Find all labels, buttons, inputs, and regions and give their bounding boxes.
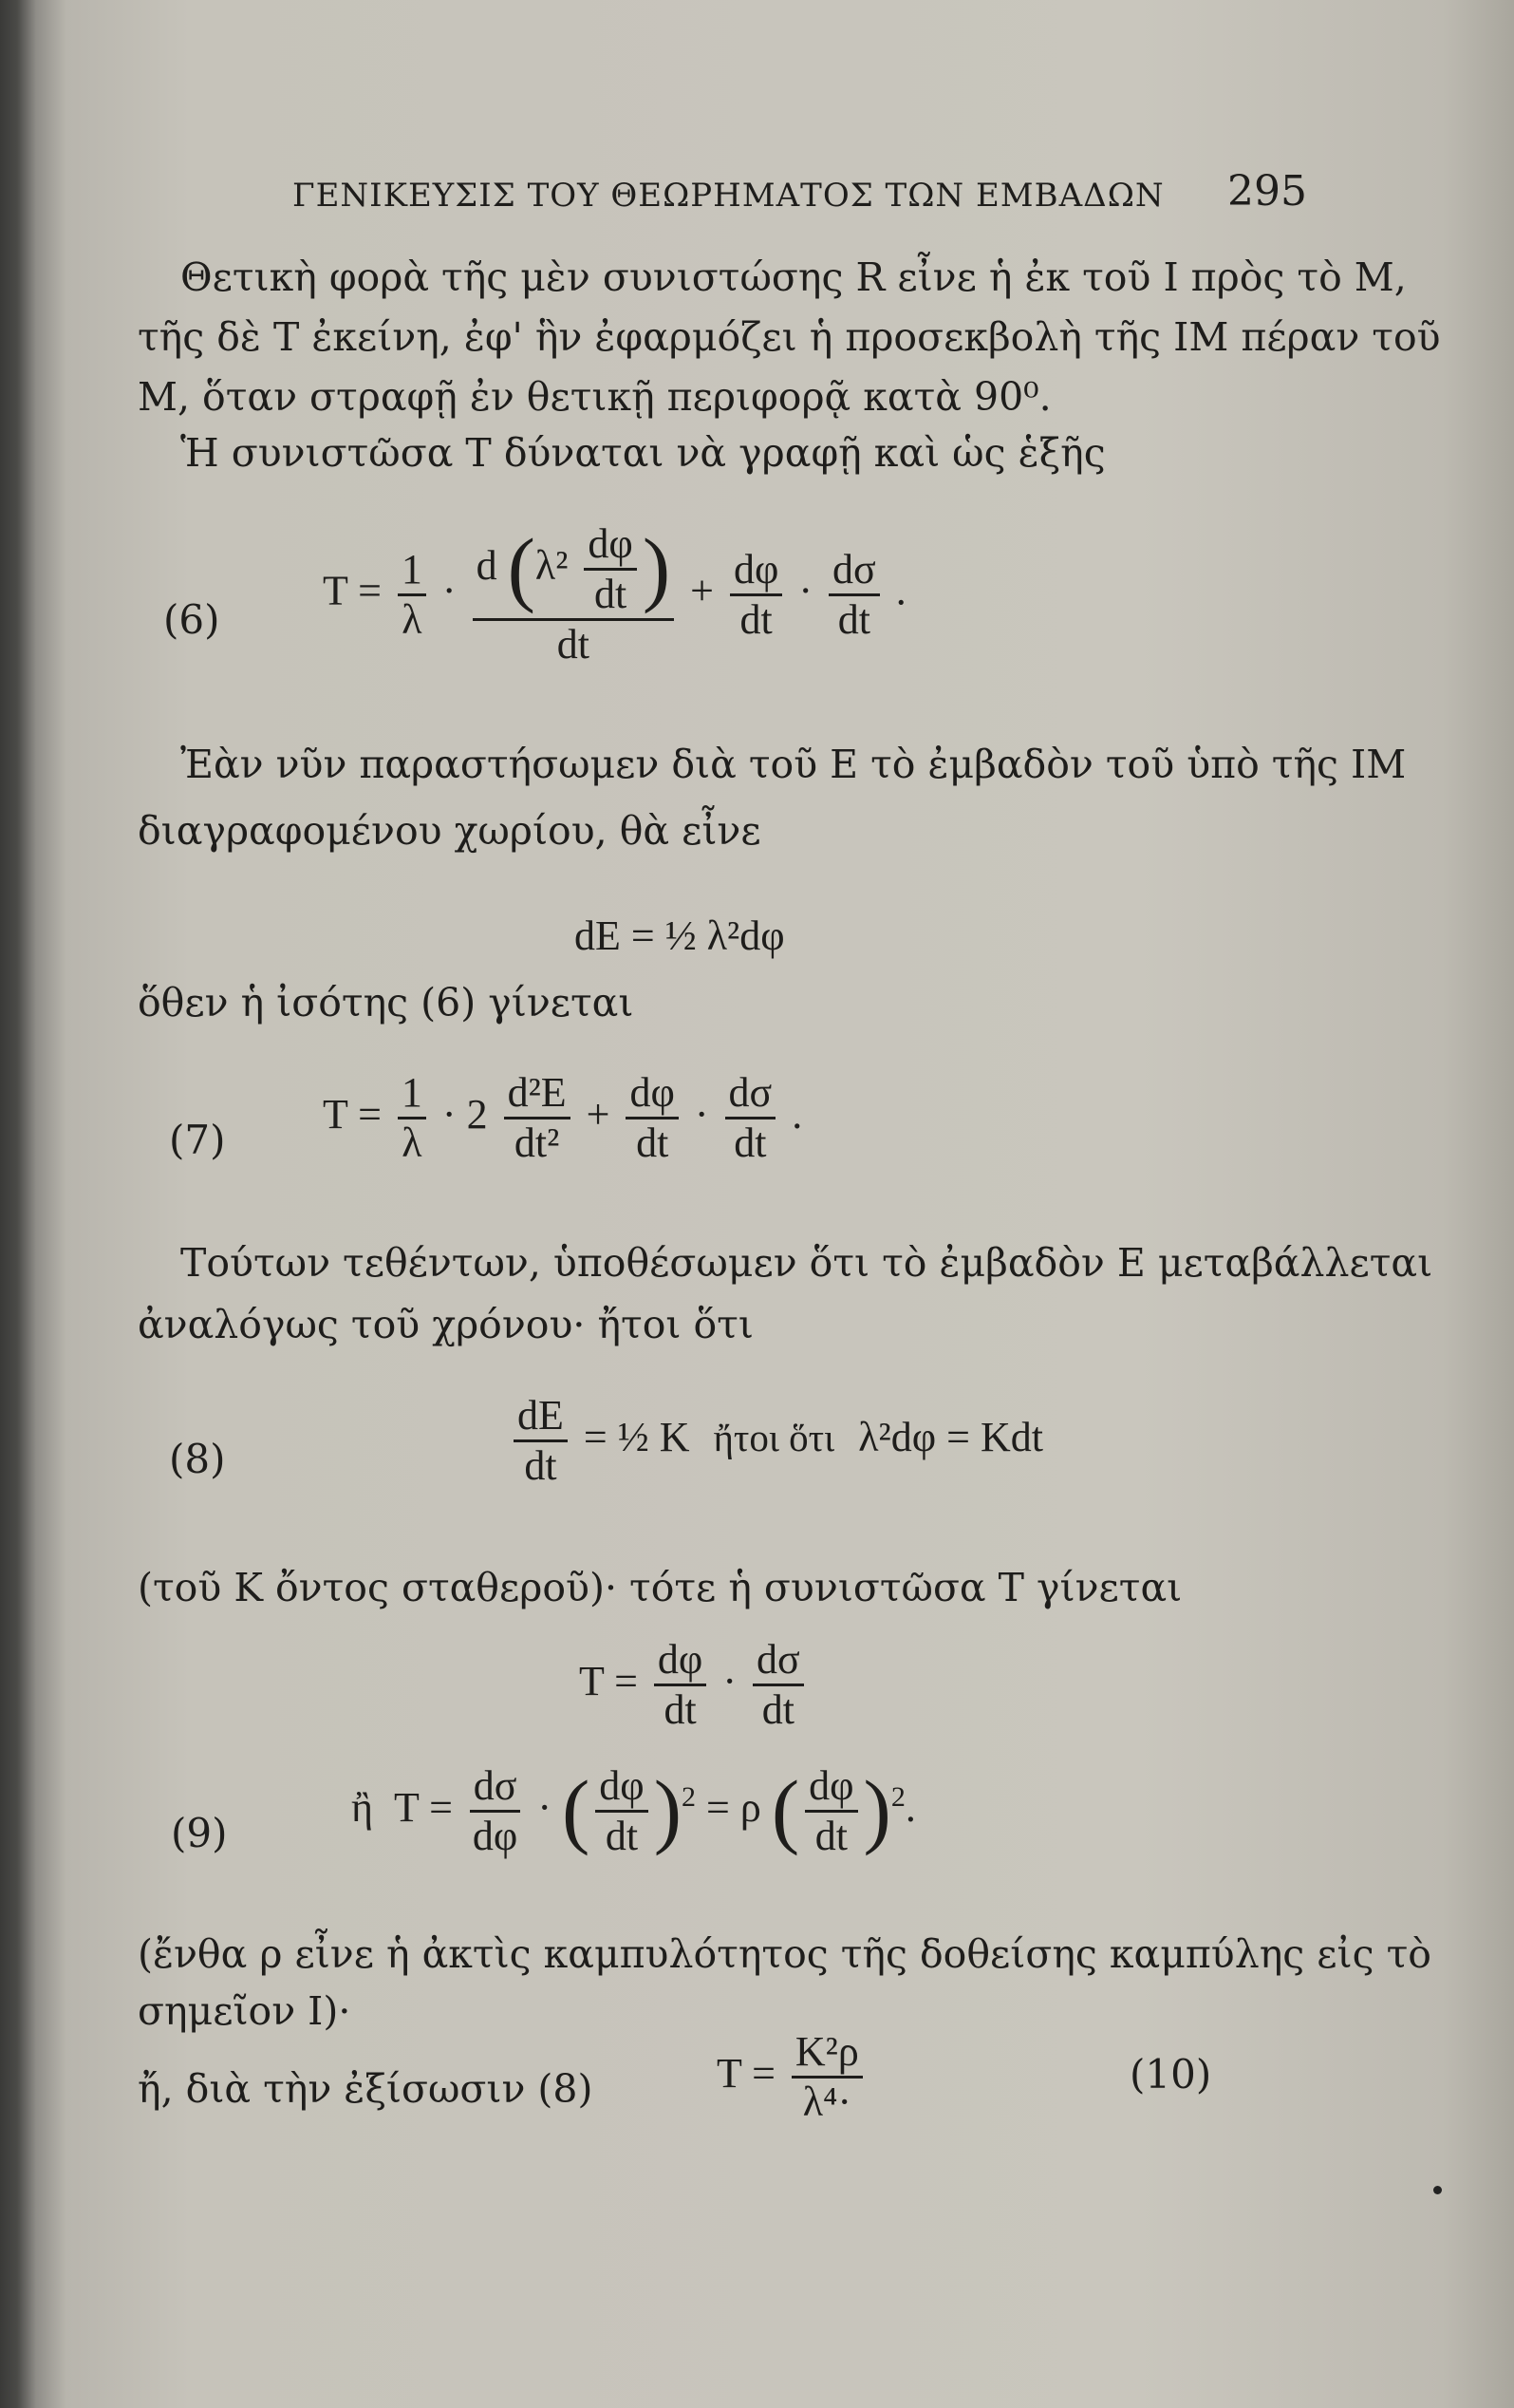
equation-label: (6) <box>163 596 220 643</box>
text-line: M, ὅταν στραφῇ ἐν θετικῇ περιφορᾷ κατὰ 90⁰. <box>138 374 1052 420</box>
text-line: Θετικὴ φορὰ τῆς μὲν συνιστώσης R εἶνε ἡ ἐκ τοῦ I πρὸς τὸ M, <box>180 254 1407 300</box>
ink-speck <box>1433 2186 1442 2194</box>
text-line: Ἡ συνιστῶσα T δύναται νὰ γραφῇ καὶ ὡς ἑξῆς <box>180 430 1106 476</box>
text-line: ἀναλόγως τοῦ χρόνου· ἤτοι ὅτι <box>138 1302 754 1347</box>
text-line: (τοῦ K ὄντος σταθεροῦ)· τότε ἡ συνιστῶσα T γίνεται <box>138 1565 1183 1610</box>
equation-label: (9) <box>171 1810 228 1856</box>
text-line: σημεῖον I)· <box>138 1988 351 2034</box>
running-head: ΓΕΝΙΚΕΥΣΙΣ ΤΟΥ ΘΕΩΡΗΜΑΤΟΣ ΤΩΝ ΕΜΒΑΔΩΝ <box>292 177 1165 215</box>
eq-symbol: T <box>323 567 348 614</box>
text-line: τῆς δὲ T ἐκείνη, ἐφ' ἣν ἐφαρμόζει ἡ προσεκβολὴ τῆς IM πέραν τοῦ <box>138 314 1441 360</box>
equation-10: T = $\frac{\text{K²ρ}}{\text{λ⁴·}}$ <box>717 2030 869 2124</box>
equation-label: (10) <box>1130 2051 1212 2098</box>
page-number: 295 <box>1227 167 1307 216</box>
fraction: $\frac{d\sigma}{dt}$ <box>829 548 880 642</box>
equation-label: (7) <box>169 1117 226 1163</box>
equation-7: T = $\frac{1}{\lambda}$ · 2 $\frac{\text{d²E}}{\text{dt²}}$ + $\frac{d\varphi}{dt}$ · $\frac{d\sigma}{dt}$ . <box>323 1069 803 1167</box>
text-line: (ἔνθα ρ εἶνε ἡ ἀκτὶς καμπυλότητος τῆς δοθείσης καμπύλης εἰς τὸ <box>138 1931 1431 1977</box>
equation-label: (8) <box>169 1436 226 1482</box>
text-line: ἤ, διὰ τὴν ἐξίσωσιν (8) <box>138 2066 593 2112</box>
text-line: διαγραφομένου χωρίου, θὰ εἶνε <box>138 808 761 854</box>
text-line: Ἐὰν νῦν παραστήσωμεν διὰ τοῦ E τὸ ἐμβαδὸν τοῦ ὑπὸ τῆς IM <box>180 742 1407 787</box>
equation-dE: dE = ½ λ²dφ <box>574 912 785 959</box>
fraction: $\frac{1}{\lambda}$ <box>398 548 426 642</box>
equation-6: T = $\frac{1}{\lambda}$ · d (λ² $\frac{d\varphi}{dt}$ ) dt + $\frac{d\varphi}{dt}$ · $\frac{d\sigma}{dt}$ . <box>323 520 907 668</box>
text-line: ὅθεν ἡ ἰσότης (6) γίνεται <box>138 980 634 1025</box>
equation-9: ἢ T = $\frac{d\sigma}{d\varphi}$ · ( $\frac{d\varphi}{dt}$ )$^2$ = ρ ( $\frac{d\varphi}{dt}$ )$^2$. <box>351 1762 916 1860</box>
equation-8: $\frac{dE}{dt}$ = ½ K ἤτοι ὅτι λ²dφ = Kdt <box>508 1394 1043 1488</box>
fraction: $\frac{d\varphi}{dt}$ <box>730 548 782 642</box>
equation-T: T = $\frac{d\varphi}{dt}$ · $\frac{d\sigma}{dt}$ <box>579 1638 810 1732</box>
fraction: d (λ² $\frac{d\varphi}{dt}$ ) dt <box>473 522 675 668</box>
text-line: Τούτων τεθέντων, ὑποθέσωμεν ὅτι τὸ ἐμβαδὸν E μεταβάλλεται <box>180 1240 1433 1286</box>
